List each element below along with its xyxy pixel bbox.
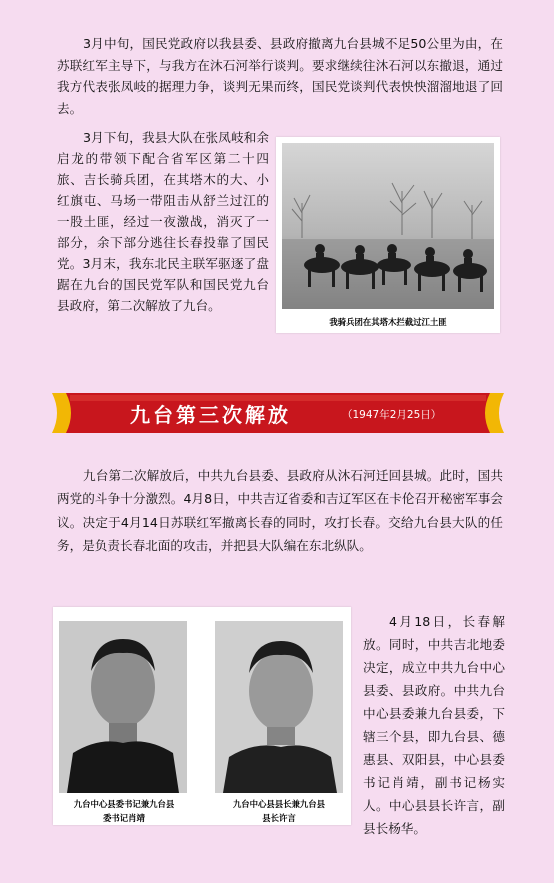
section-title: 九台第三次解放: [130, 403, 291, 427]
section-date: （1947年2月25日）: [342, 409, 442, 421]
portrait-xu-yan: [215, 621, 343, 793]
paragraph-third-liberation: 九台第二次解放后，中共九台县委、县政府从沐石河迁回县城。此时，国共两党的斗争十分激烈。4月8日，中共吉辽省委和吉辽军区在卡伦召开秘密军事会议。决定于4月14日苏联红军撤离长春的同时，攻打长春。交给九台县大队的任务，是负责长春北面的攻击，并把县大队编在东北纵队。: [57, 468, 503, 554]
portrait-xiao-jing-caption: [57, 797, 191, 825]
portrait-xu-yan-caption: [209, 797, 349, 825]
paragraph-march-mid: 3月中旬，国民党政府以我县委、县政府撤离九台县城不足50公里为由，在苏联红军主导下，与我方在沐石河举行谈判。要求继续往沐石河以东撤退，通过我方代表张凤岐的据理力争，谈判无果而终，国民党谈判代表怏怏溜溜地退了回去。: [57, 36, 503, 116]
paragraph-march-late-text: 3月下旬，我县大队在张凤岐和余启龙的带领下配合省军区第二十四旅、吉长骑兵团，在其塔木的大、小红旗屯、马场一带阻击从舒兰过江的一股土匪，经过一夜激战，消灭了一部分，余下部分逃往长春投靠了国民党。3月末，我东北民主联军驱逐了盘踞在九台的国民党军队和国民党九台县政府，第二次解放了九台。: [57, 130, 269, 313]
paragraph-changchun-liberation: 4月18日，长春解放。同时，中共吉北地委决定，成立中共九台中心县委、县政府。中共九台中心县委兼九台县委，下辖三个县，即九台县、德惠县、双阳县，中心县委书记肖靖，副书记杨实人。中心县县长许言，副县长杨华。: [363, 614, 505, 836]
cavalry-photo-frame: [276, 137, 500, 333]
portrait-xu-yan-caption-line1: 九台中心县县长兼九台县: [232, 799, 326, 809]
portrait-xu-yan-caption-line2: 县长许言: [262, 813, 296, 823]
portrait-xiao-jing-caption-line1: 九台中心县委书记兼九台县: [73, 799, 175, 809]
cavalry-photo: [282, 143, 494, 309]
portrait-xiao-jing: [59, 621, 187, 793]
portraits-frame: [53, 607, 351, 825]
cavalry-photo-caption: 我骑兵团在其塔木拦截过江土匪: [329, 317, 447, 327]
portrait-xiao-jing-caption-line2: 委书记肖靖: [103, 813, 145, 823]
paragraph-march-late: [57, 127, 269, 316]
section-banner: [52, 391, 504, 435]
